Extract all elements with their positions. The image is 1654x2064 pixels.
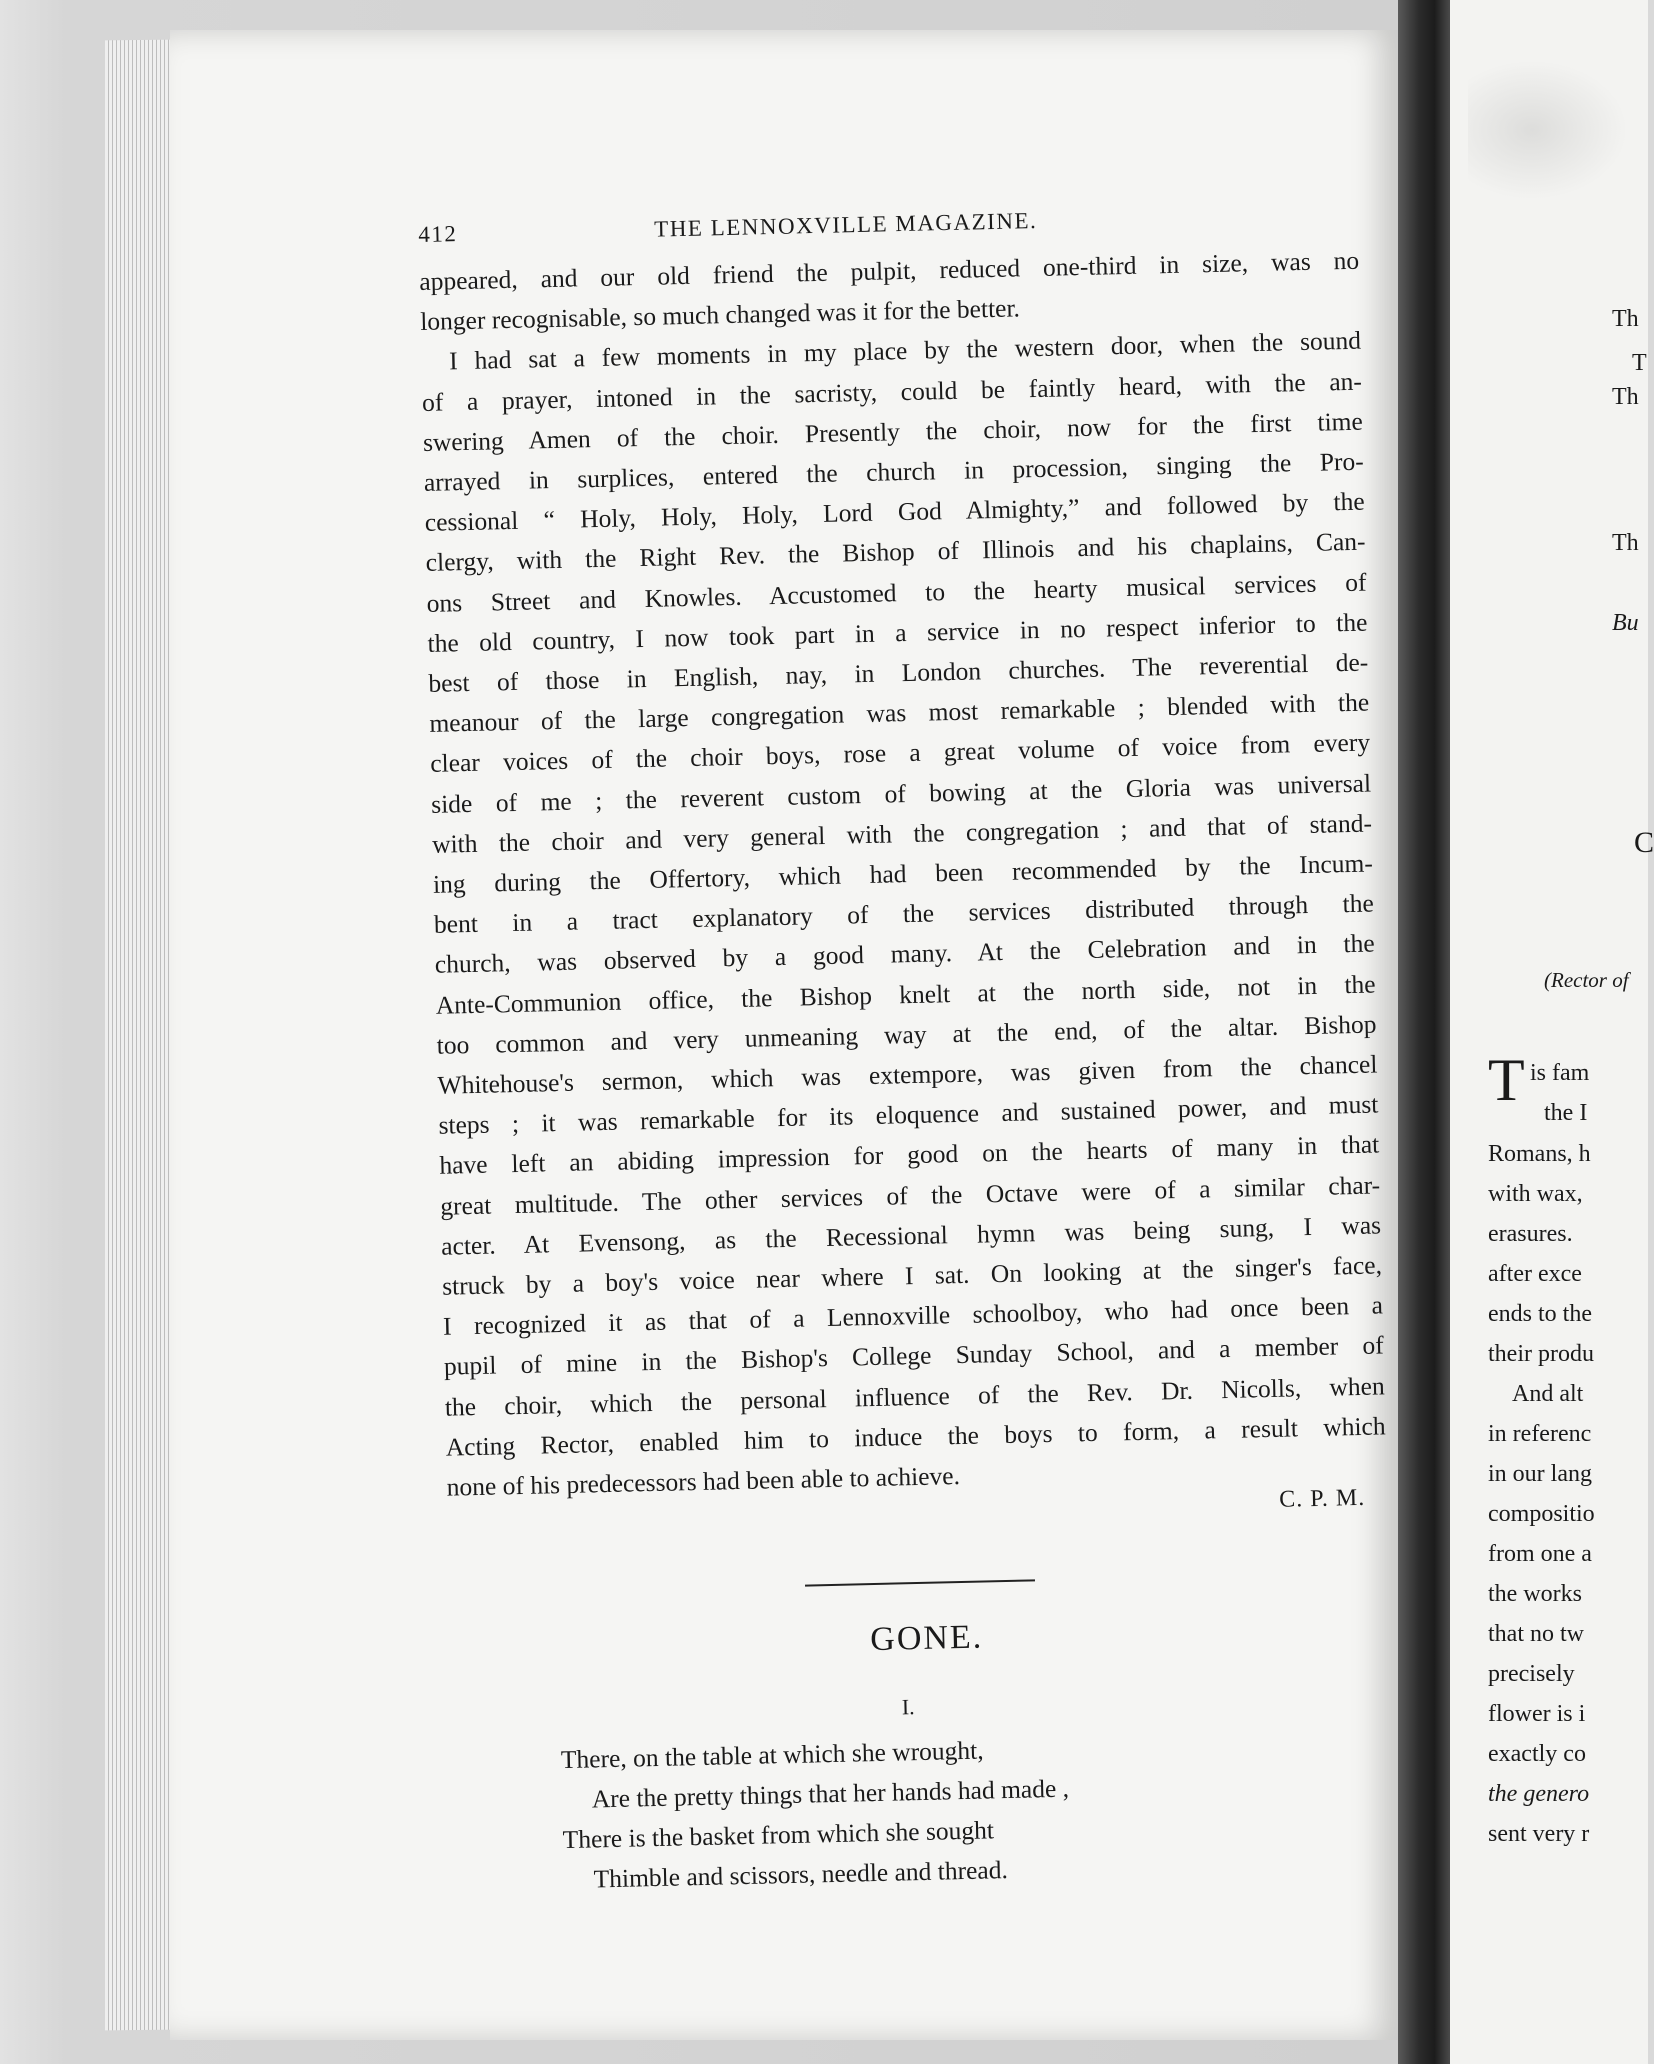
poem-line: Are the pretty things that her hands had made , (591, 1773, 1070, 1814)
body-line: struck by a boy's voice near where I sat. On looking at the singer's face, (441, 1250, 1383, 1301)
body-line: ing during the Offertory, which had been recommended by the Incum- (432, 848, 1374, 899)
body-line: church, was observed by a good many. At the Celebration and in the (434, 928, 1375, 980)
body-line: swering Amen of the choir. Presently the choir, now for the first time (422, 406, 1364, 457)
right-page-fragment: C (1634, 826, 1654, 859)
body-line: great multitude. The other services of the Octave were of a similar char- (439, 1170, 1381, 1221)
body-line: the old country, I now took part in a service in no respect inferior to the (427, 607, 1368, 658)
body-line: the choir, which the personal influence of the Rev. Dr. Nicolls, when (444, 1371, 1385, 1422)
body-line: best of those in English, nay, in London churches. The reverential de- (428, 647, 1369, 698)
right-page-fragment: erasures. (1488, 1221, 1573, 1247)
right-page-fragment: Bu (1612, 610, 1639, 636)
right-page-fragment: in referenc (1488, 1421, 1592, 1447)
poem-line: There, on the table at which she wrought, (560, 1735, 984, 1775)
right-page-fragment: the I (1544, 1100, 1588, 1126)
right-page-fragment: And alt (1512, 1381, 1584, 1407)
body-line: steps ; it was remarkable for its eloquence and sustained power, and must (438, 1089, 1379, 1141)
right-page-fragment: precisely (1488, 1661, 1575, 1687)
right-page-fragment: Th (1612, 530, 1639, 556)
stanza-number: I. (901, 1694, 915, 1720)
body-line: I had sat a few moments in my place by the western door, when the sound (448, 326, 1362, 376)
body-line: Whitehouse's sermon, which was extempore, was given from the chancel (437, 1049, 1378, 1100)
poem-title: GONE. (869, 1618, 984, 1659)
drop-cap: T (1488, 1047, 1525, 1113)
left-page-text (418, 201, 1396, 1903)
section-divider (805, 1580, 1035, 1587)
body-line: pupil of mine in the Bishop's College Sunday School, and a member of (443, 1330, 1385, 1382)
body-line: Ante-Communion office, the Bishop knelt at the north side, not in the (435, 969, 1376, 1020)
page-edges (105, 40, 175, 2031)
body-line: appeared, and our old friend the pulpit, reduced one-third in size, was no (419, 245, 1360, 296)
body-line: I recognized it as that of a Lennoxville schoolboy, who had once been a (442, 1290, 1384, 1341)
body-line: clear voices of the choir boys, rose a great volume of voice from every (429, 727, 1371, 779)
right-page-fragment: Th (1612, 384, 1639, 410)
body-line: none of his predecessors had been able to achieve. (446, 1461, 961, 1502)
poem-line: Thimble and scissors, needle and thread. (593, 1855, 1009, 1894)
body-line: cessional “ Holy, Holy, Holy, Lord God Almighty,” and followed by the (424, 486, 1365, 538)
author-signature: C. P. M. (1278, 1485, 1366, 1514)
right-page-fragment: sent very r (1488, 1821, 1590, 1847)
right-page-fragment: compositio (1488, 1501, 1595, 1527)
body-line: have left an abiding impression for good on the hearts of many in that (439, 1129, 1380, 1181)
right-page-fragment: (Rector of (1544, 968, 1629, 992)
body-line: meanour of the large congregation was most remarkable ; blended with the (429, 687, 1370, 739)
right-page-fragment: is fam (1530, 1060, 1590, 1086)
body-line: longer recognisable, so much changed was it for the better. (419, 293, 1021, 337)
body-line: arrayed in surplices, entered the church in procession, singing the Pro- (423, 446, 1364, 497)
book-spine (1398, 0, 1450, 2064)
right-page-fragment: with wax, (1488, 1181, 1583, 1207)
right-page-fragment: after exce (1488, 1261, 1582, 1287)
right-page-fragment: the works (1488, 1581, 1582, 1607)
right-page-fragment: that no tw (1488, 1621, 1584, 1647)
body-line: ons Street and Knowles. Accustomed to the hearty musical services of (426, 567, 1367, 618)
body-line: with the choir and very general with the congregation ; and that of stand- (431, 808, 1373, 859)
body-line: of a prayer, intoned in the sacristy, could be faintly heard, with the an- (421, 366, 1363, 417)
right-page-fragment: T (1632, 350, 1647, 376)
body-line: acter. At Evensong, as the Recessional hymn was being sung, I was (440, 1210, 1382, 1261)
body-line: bent in a tract explanatory of the services distributed through the (433, 888, 1375, 940)
page-number: 412 (418, 221, 458, 247)
body-line: side of me ; the reverent custom of bowing at the Gloria was universal (430, 768, 1372, 819)
body-line: clergy, with the Right Rev. the Bishop of Illinois and his chaplains, Can- (425, 527, 1366, 578)
page-stain (1468, 60, 1628, 200)
poem-line: There is the basket from which she sought (562, 1815, 995, 1855)
right-page-fragment: in our lang (1488, 1461, 1592, 1487)
body-line: Acting Rector, enabled him to induce the boys to form, a result which (445, 1411, 1386, 1462)
right-page-fragment: from one a (1488, 1541, 1592, 1567)
right-page-fragment: Romans, h (1488, 1141, 1591, 1167)
right-page-fragment: their produ (1488, 1341, 1594, 1367)
running-title: THE LENNOXVILLE MAGAZINE. (653, 207, 1038, 242)
body-line: too common and very unmeaning way at the end, of the altar. Bishop (436, 1009, 1377, 1060)
right-page-fragment: Th (1612, 306, 1639, 332)
right-page-fragment: the genero (1488, 1781, 1590, 1807)
right-page-fragment: exactly co (1488, 1741, 1586, 1767)
right-page-fragment: ends to the (1488, 1301, 1592, 1327)
right-page-fragment: flower is i (1488, 1701, 1586, 1727)
